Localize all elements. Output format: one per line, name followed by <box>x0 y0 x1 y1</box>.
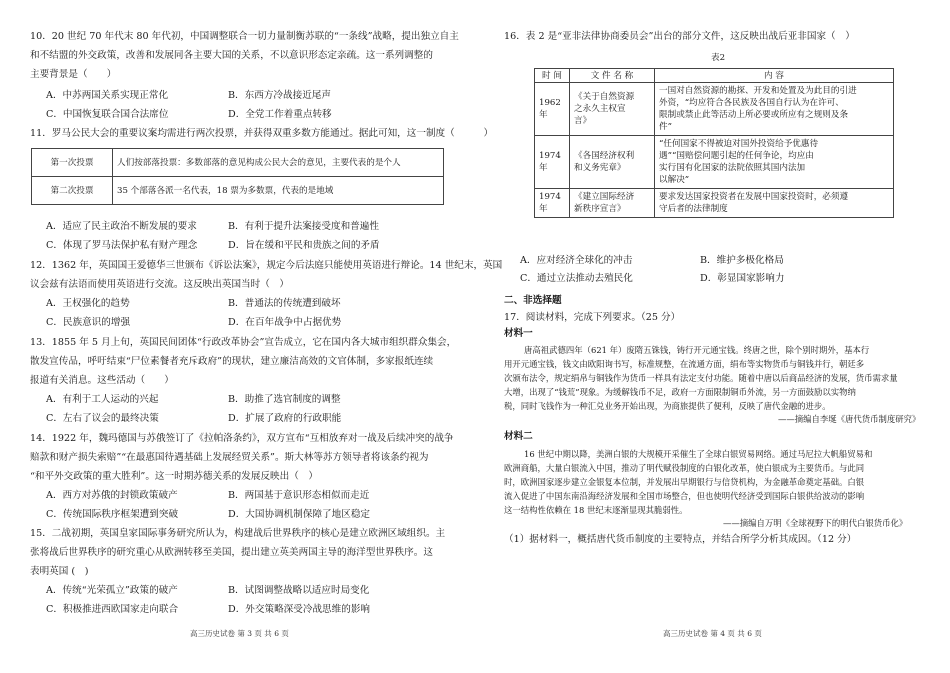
material-2-line: 时，欧洲国家逐步建立金银复本位制，并发展出早期银行与信贷机构，为金融革命奠定基础。白银 <box>504 477 865 487</box>
q11-option-c[interactable]: C．体现了罗马法保护私有财产理念 <box>46 240 198 251</box>
q16-line-1: 16．表 2 是“亚非法律协商委员会”出台的部分文件，这反映出战后亚非国家（ ） <box>504 31 855 42</box>
q15-line-3: 表明英国 ( ) <box>30 566 89 577</box>
table-cell: 人们按部落投票：多数部落的意见构成公民大会的意见，主要代表的是个人 <box>113 149 444 177</box>
q10-line-1: 10．20 世纪 70 年代末 80 年代初，中国调整联合一切力量制衡苏联的“一条线”战略，提出独立自主 <box>30 31 459 42</box>
table-cell: 第二次投票 <box>32 177 113 205</box>
q13-option-b[interactable]: B．助推了选官制度的调整 <box>228 394 341 405</box>
material-2-line: 欧洲商船，大量白银流入中国，推动了明代赋役制度的白银化改革，使白银成为主要货币。与此同 <box>504 463 865 473</box>
q12-option-d[interactable]: D．在百年战争中占据优势 <box>228 317 342 328</box>
year-unit: 年 <box>539 110 548 120</box>
q16-option-b[interactable]: B．维护多极化格局 <box>700 255 784 266</box>
right-page <box>475 0 950 673</box>
q10-line-3: 主要背景是（ ） <box>30 69 117 80</box>
table-row <box>535 189 894 218</box>
q13-option-a[interactable]: A．有利于工人运动的兴起 <box>46 394 159 405</box>
table-header-row <box>535 69 894 83</box>
material-2-line: 流入促进了中国东南沿海经济发展和全国市场整合，但也使明代经济受到国际白银供给波动的影响 <box>504 491 865 501</box>
material-1-line: 次颁布法令，规定绢帛与铜钱作为货币一样具有法定支付功能。随着中唐以后商品经济的发展，货币需求量 <box>504 373 898 383</box>
table-caption: 表2 <box>711 53 726 63</box>
content-line: 守后者的法律制度 <box>659 204 728 214</box>
doc-line: 《各国经济权利 <box>574 151 635 161</box>
table-cell: 35 个部落各派一名代表，18 票为多数票，代表的是地域 <box>113 177 444 205</box>
q16-option-a[interactable]: A．应对经济全球化的冲击 <box>520 255 633 266</box>
doc-line: 和义务宪章》 <box>574 163 626 173</box>
q11-option-b[interactable]: B．有利于提升法案接受度和普遍性 <box>228 221 379 232</box>
table-header: 时 间 <box>535 69 570 83</box>
page-footer-left: 高三历史试卷 第 3 页 共 6 页 <box>190 629 289 638</box>
table-cell-content <box>655 83 894 136</box>
material-1-source: ——摘编自李埏《唐代货币制度研究》 <box>778 414 921 424</box>
content-line: 实行国有化国家的法院依照其国内法加 <box>659 163 806 173</box>
q15-option-b[interactable]: B．试图调整战略以适应时局变化 <box>228 585 370 596</box>
q16-table <box>534 68 894 218</box>
content-line: “任何国家不得被迫对国外投资给予优惠待 <box>659 139 819 149</box>
doc-line: 《关于自然资源 <box>574 92 635 102</box>
q17-stem: 17．阅读材料，完成下列要求。（25 分） <box>504 312 681 323</box>
q14-line-3: “和平外交政策的重大胜利”。这一时期苏德关系的发展反映出（ ） <box>30 471 319 482</box>
q10-option-c[interactable]: C．中国恢复联合国合法席位 <box>46 109 169 120</box>
table-row <box>535 136 894 189</box>
page-footer-right: 高三历史试卷 第 4 页 共 6 页 <box>663 629 762 638</box>
content-line: 一国对自然资源的勘探、开发和处置及为此目的引进 <box>659 86 857 96</box>
year-text: 1974 <box>539 192 561 202</box>
table-cell-content <box>655 189 894 218</box>
q11-table <box>31 148 444 205</box>
q15-option-a[interactable]: A．传统“光荣孤立”政策的破产 <box>46 585 178 596</box>
table-cell-year <box>535 136 570 189</box>
content-line: 以解决” <box>659 175 690 185</box>
q11-option-d[interactable]: D．旨在缓和平民和贵族之间的矛盾 <box>228 240 380 251</box>
q14-option-c[interactable]: C．传统国际秩序框架遭到突破 <box>46 509 179 520</box>
q12-option-c[interactable]: C．民族意识的增强 <box>46 317 131 328</box>
q12-option-b[interactable]: B．普通法的传统遭到破坏 <box>228 298 341 309</box>
q12-line-1: 12．1362 年，英国国王爱德华三世颁布《诉讼法案》，规定今后法庭只能使用英语进行辩论。14 世纪末，英国 <box>30 260 503 271</box>
q10-option-d[interactable]: D．全党工作着重点转移 <box>228 109 332 120</box>
content-line: 外资，“均应符合各民族及各国自行认为在许可、 <box>659 98 844 108</box>
q15-line-2: 张将战后世界秩序的研究重心从欧洲转移至美国，提出建立英美两国主导的海洋型世界秩序。这 <box>30 547 433 558</box>
q11-line-1: 11．罗马公民大会的重要议案均需进行两次投票，并获得双重多数方能通过。据此可知，这一制度（ ） <box>30 128 494 139</box>
table-row <box>32 177 444 205</box>
q12-option-a[interactable]: A．王权强化的趋势 <box>46 298 130 309</box>
q16-option-d[interactable]: D．彰显国家影响力 <box>700 273 785 284</box>
q16-option-c[interactable]: C．通过立法推动去殖民化 <box>520 273 633 284</box>
section-title: 二、非选择题 <box>504 295 562 306</box>
doc-line: 言》 <box>574 116 592 126</box>
table-header: 文 件 名 称 <box>570 69 655 83</box>
material-1-title: 材料一 <box>504 328 533 339</box>
material-2-title: 材料二 <box>504 431 533 442</box>
table-row <box>535 83 894 136</box>
q11-option-a[interactable]: A．适应了民主政治不断发展的要求 <box>46 221 197 232</box>
table-cell-content <box>655 136 894 189</box>
material-1-line: 唐高祖武德四年（621 年）废隋五铢钱，铸行开元通宝钱。终唐之世，除个别时期外，基本行 <box>524 345 870 355</box>
q15-option-c[interactable]: C．积极推进西欧国家走向联合 <box>46 604 179 615</box>
q14-option-d[interactable]: D．大国协调机制保障了地区稳定 <box>228 509 371 520</box>
q13-option-c[interactable]: C．左右了议会的最终决策 <box>46 413 159 424</box>
content-line: 限制或禁止此等活动上所必要或所应有之规则及条 <box>659 110 849 120</box>
material-1-line: 大增，出现了“钱荒”现象。为缓解钱币不足，政府一方面限制铜币外流，另一方面鼓励以实物纳 <box>504 387 856 397</box>
table-cell-doc <box>570 189 655 218</box>
table-cell-doc <box>570 136 655 189</box>
table-cell-year <box>535 189 570 218</box>
material-2-source: ——摘编自万明《全球视野下的明代白银货币化》 <box>723 518 908 528</box>
q12-line-2: 议会兹有法语而使用英语进行交流。这反映出英国当时（ ） <box>30 279 290 290</box>
year-text: 1974 <box>539 151 561 161</box>
table-cell-year <box>535 83 570 136</box>
q14-option-b[interactable]: B．两国基于意识形态相似而走近 <box>228 490 370 501</box>
q13-line-2: 散发宣传品，呼吁结束“尸位素餐者充斥政府”的现状，建立廉洁高效的文官体制，多家报纸连续 <box>30 356 434 367</box>
content-line: 要求发达国家投资者在发展中国家投资时，必须遵 <box>659 192 849 202</box>
doc-line: 新秩序宣言》 <box>574 204 626 214</box>
q14-option-a[interactable]: A．西方对苏俄的封锁政策破产 <box>46 490 178 501</box>
q17-sub-question-1: （1）据材料一，概括唐代货币制度的主要特点，并结合所学分析其成因。（12 分） <box>504 534 857 545</box>
year-unit: 年 <box>539 204 548 214</box>
q15-line-1: 15．二战初期，英国皇家国际事务研究所认为，构建战后世界秩序的核心是建立欧洲区域组织。主 <box>30 528 446 539</box>
table-header: 内 容 <box>655 69 894 83</box>
q13-line-3: 报道有关消息。这些活动（ ） <box>30 375 174 386</box>
content-line: 件” <box>659 122 672 132</box>
q10-line-2: 和不结盟的外交政策，改善和发展同各主要大国的关系，不以意识形态定亲疏。这一系列调整的 <box>30 50 433 61</box>
q10-option-a[interactable]: A．中苏两国关系实现正常化 <box>46 90 169 101</box>
table-row <box>32 149 444 177</box>
table-cell-doc <box>570 83 655 136</box>
content-line: 遇”“国赔偿问题引起的任何争论，均应由 <box>659 151 814 161</box>
q14-line-2: 赔款和财产损失索赔”“在最惠国待遇基础上发展经贸关系”。斯大林等苏方领导者将该条约视为 <box>30 452 429 463</box>
doc-line: 《建立国际经济 <box>574 192 635 202</box>
q10-option-b[interactable]: B．东西方冷战接近尾声 <box>228 90 331 101</box>
q13-line-1: 13．1855 年 5 月上旬，英国民间团体“行政改革协会”宣告成立，它在国内各大城市组织群众集会， <box>30 337 457 348</box>
doc-line: 之永久主权宣 <box>574 104 626 114</box>
q15-option-d[interactable]: D．外交策略深受冷战思维的影响 <box>228 604 371 615</box>
table-cell: 第一次投票 <box>32 149 113 177</box>
material-1-line: 税，同时飞钱作为一种汇兑业务开始出现，为商旅提供了便利，反映了唐代金融的进步。 <box>504 401 831 411</box>
q14-line-1: 14．1922 年，魏玛德国与苏俄签订了《拉帕洛条约》，双方宣布“互相放弃对一战及后续冲突的战争 <box>30 433 454 444</box>
material-2-line: 这一结构性依赖在 18 世纪末逐渐显现其脆弱性。 <box>504 505 688 515</box>
material-2-line: 16 世纪中期以降，美洲白银的大规模开采催生了全球白银贸易网络。通过马尼拉大帆船贸易和 <box>524 449 873 459</box>
material-1-line: 用开元通宝钱，钱文由欧阳询书写，标准规整，在流通方面，绢布等实物货币与铜钱并行，朝廷多 <box>504 359 865 369</box>
year-text: 1962 <box>539 98 561 108</box>
year-unit: 年 <box>539 163 548 173</box>
q13-option-d[interactable]: D．扩展了政府的行政职能 <box>228 413 342 424</box>
